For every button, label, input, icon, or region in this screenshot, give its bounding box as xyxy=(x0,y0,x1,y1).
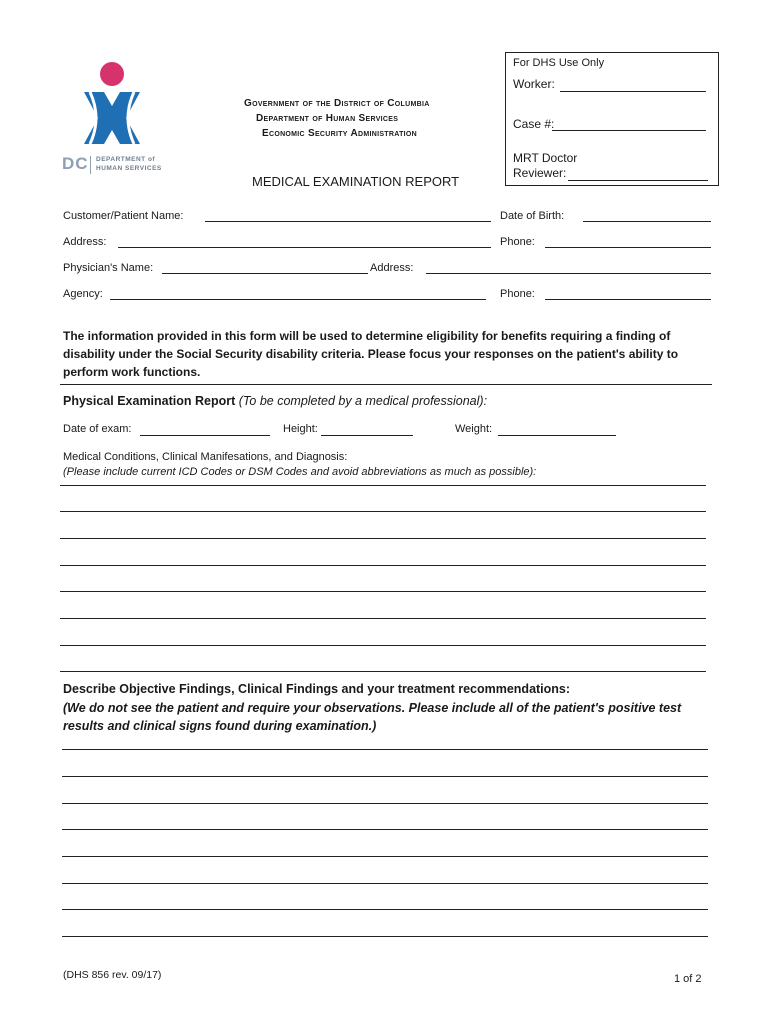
agency-line-1: Government of the District of Columbia xyxy=(244,98,430,109)
agency-line-3: Economic Security Administration xyxy=(262,128,417,139)
dob-line[interactable] xyxy=(583,221,711,222)
conditions-line[interactable] xyxy=(60,645,706,646)
physician-address-label: Address: xyxy=(370,262,414,274)
conditions-line[interactable] xyxy=(60,671,706,672)
conditions-line[interactable] xyxy=(60,565,706,566)
physical-exam-note: (To be completed by a medical professional): xyxy=(238,394,488,408)
findings-heading: Describe Objective Findings, Clinical Findings and your treatment recommendations: xyxy=(63,682,571,696)
findings-line[interactable] xyxy=(62,936,708,937)
case-input-line[interactable] xyxy=(552,130,706,131)
address-line[interactable] xyxy=(118,247,491,248)
height-label: Height: xyxy=(283,423,318,435)
agency-line[interactable] xyxy=(110,299,486,300)
eligibility-notice: The information provided in this form will be used to determine eligibility for benefits requiring a finding of disability under the Social Security disability criteria. Please focus your responses on the patient's ability to perform work functions. xyxy=(63,329,679,379)
notice-divider xyxy=(60,384,712,385)
page-number: 1 of 2 xyxy=(674,973,702,985)
findings-line[interactable] xyxy=(62,829,708,830)
findings-note: (We do not see the patient and require your observations. Please include all of the patient's positive test results and clinical signs found during examination.) xyxy=(63,701,682,733)
mrt-label-2: Reviewer: xyxy=(513,166,567,180)
weight-line[interactable] xyxy=(498,435,616,436)
agency-phone-label: Phone: xyxy=(500,288,535,300)
physician-address-line[interactable] xyxy=(426,273,711,274)
mrt-label-1: MRT Doctor xyxy=(513,151,578,165)
customer-name-label: Customer/Patient Name: xyxy=(63,210,184,222)
physical-exam-heading xyxy=(63,394,487,408)
worker-input-line[interactable] xyxy=(560,91,706,92)
conditions-line[interactable] xyxy=(60,511,706,512)
findings-line[interactable] xyxy=(62,776,708,777)
worker-label: Worker: xyxy=(513,77,555,91)
findings-line[interactable] xyxy=(62,883,708,884)
conditions-label: Medical Conditions, Clinical Manifesations, and Diagnosis: xyxy=(63,451,348,463)
agency-phone-line[interactable] xyxy=(545,299,711,300)
findings-line[interactable] xyxy=(62,909,708,910)
findings-line[interactable] xyxy=(62,803,708,804)
physician-name-line[interactable] xyxy=(162,273,368,274)
findings-line[interactable] xyxy=(62,856,708,857)
conditions-line[interactable] xyxy=(60,591,706,592)
form-title: MEDICAL EXAMINATION REPORT xyxy=(252,174,460,189)
logo-dept-line1: DEPARTMENT of xyxy=(96,156,156,163)
agency-label: Agency: xyxy=(63,288,103,300)
agency-line-2: Department of Human Services xyxy=(256,113,399,124)
logo-dept-line2: HUMAN SERVICES xyxy=(96,165,162,172)
phone-line[interactable] xyxy=(545,247,711,248)
dob-label: Date of Birth: xyxy=(500,210,565,222)
physical-exam-title: Physical Examination Report xyxy=(63,394,236,408)
logo-divider xyxy=(90,156,91,174)
dhs-box-title: For DHS Use Only xyxy=(513,57,605,69)
reviewer-input-line[interactable] xyxy=(568,180,708,181)
address-label: Address: xyxy=(63,236,107,248)
conditions-line[interactable] xyxy=(60,538,706,539)
form-number: (DHS 856 rev. 09/17) xyxy=(63,969,162,981)
weight-label: Weight: xyxy=(455,423,493,435)
case-label: Case #: xyxy=(513,117,555,131)
conditions-line[interactable] xyxy=(60,485,706,486)
conditions-note: (Please include current ICD Codes or DSM Codes and avoid abbreviations as much as possible): xyxy=(63,466,537,478)
height-line[interactable] xyxy=(321,435,413,436)
logo-dc-text: DC xyxy=(62,154,89,173)
customer-name-line[interactable] xyxy=(205,221,491,222)
findings-line[interactable] xyxy=(62,749,708,750)
exam-date-label: Date of exam: xyxy=(63,423,132,435)
physician-name-label: Physician's Name: xyxy=(63,262,154,274)
exam-date-line[interactable] xyxy=(140,435,270,436)
phone-label: Phone: xyxy=(500,236,535,248)
conditions-line[interactable] xyxy=(60,618,706,619)
